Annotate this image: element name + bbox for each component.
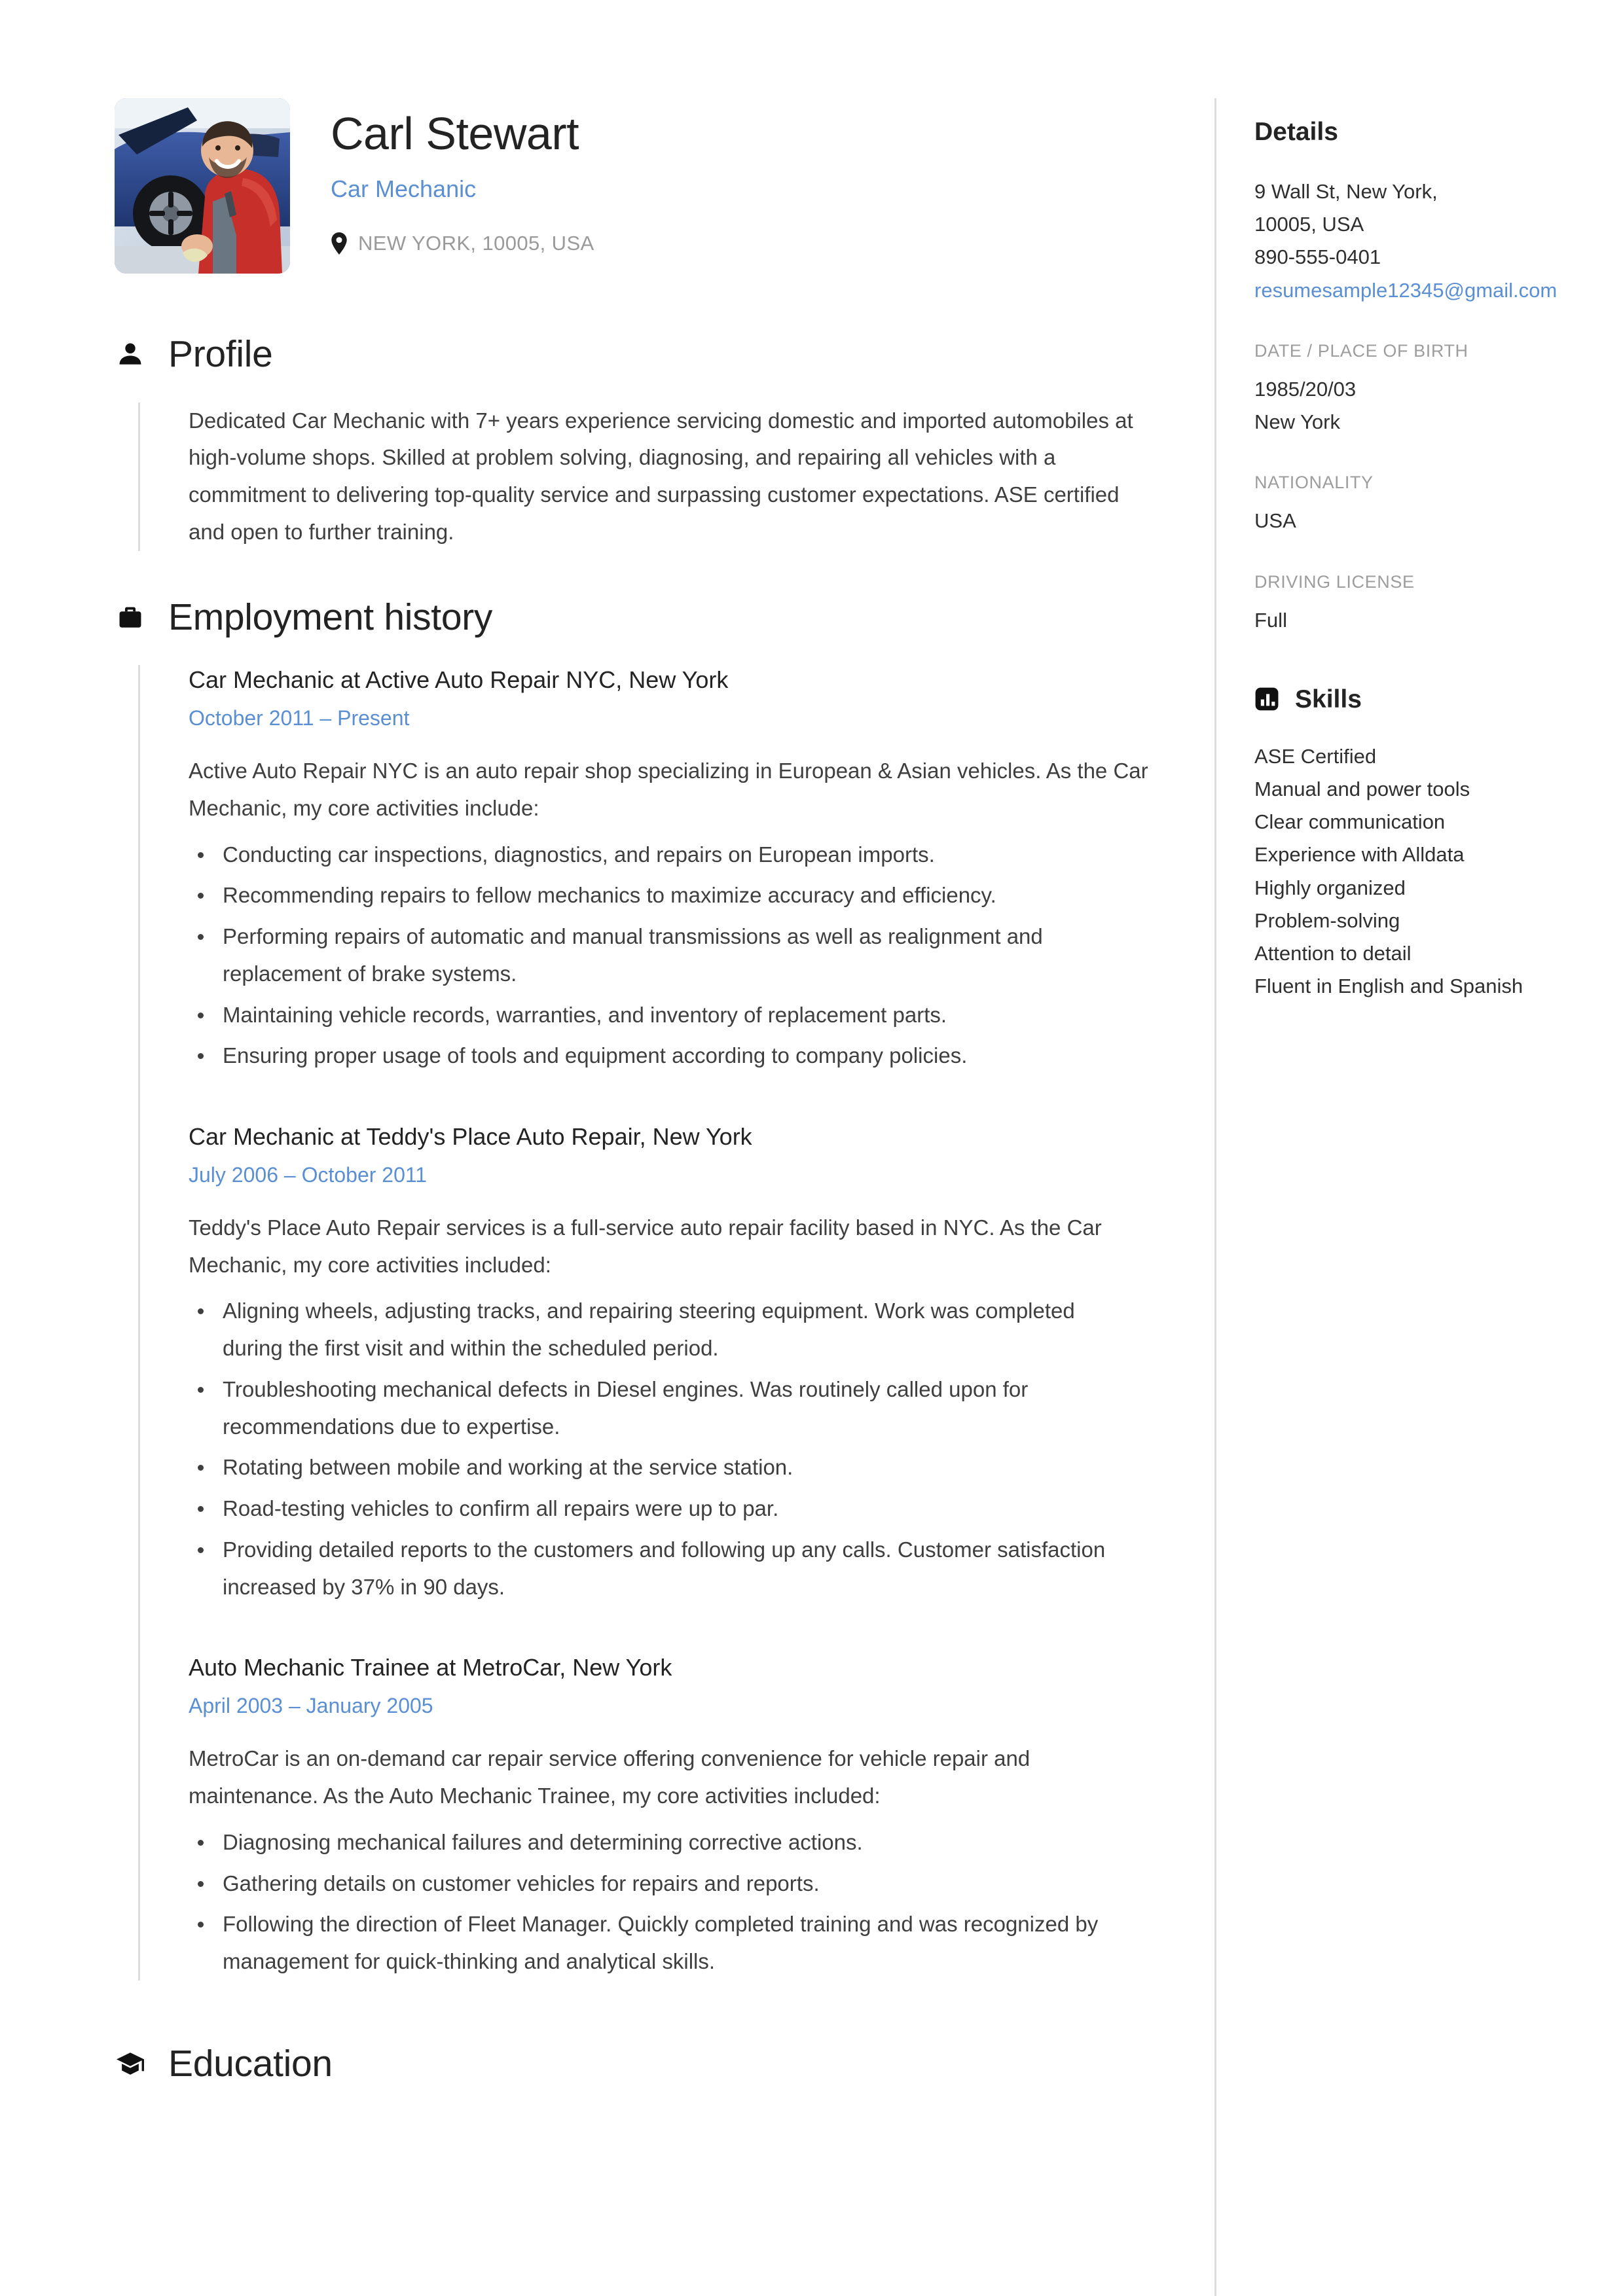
sidebar — [1214, 98, 1607, 2296]
job-heading: Auto Mechanic Trainee at MetroCar, New York — [189, 1654, 672, 1681]
address-line-2: 10005, USA — [1254, 213, 1364, 236]
job-dates: October 2011 – Present — [189, 706, 410, 730]
birth-place-value: New York — [1254, 410, 1340, 434]
address-line-1: 9 Wall St, New York, — [1254, 180, 1438, 203]
job-heading: Car Mechanic at Active Auto Repair NYC, New York — [189, 666, 729, 694]
identity-block — [331, 98, 594, 255]
page-title: Carl Stewart — [331, 108, 579, 159]
job-bullet: Conducting car inspections, diagnostics, and repairs on European imports. — [189, 836, 1125, 874]
job-description: MetroCar is an on-demand car repair service offering convenience for vehicle repair and maintenance. As the Auto Mechanic Trainee, my core activities included: — [189, 1746, 1030, 1808]
job-bullet: Providing detailed reports to the customers and following up any calls. Customer satisfaction increased by 37% in 90 days. — [189, 1532, 1125, 1606]
education-heading — [115, 2043, 1169, 2085]
job-bullet-list — [189, 1293, 1169, 1605]
employment-section — [115, 597, 1169, 1981]
briefcase-icon — [115, 601, 146, 633]
job-dates: July 2006 – October 2011 — [189, 1162, 428, 1187]
nationality-label: NATIONALITY — [1254, 473, 1374, 493]
job-bullet: Maintaining vehicle records, warranties, and inventory of replacement parts. — [189, 997, 1125, 1034]
job-heading: Car Mechanic at Teddy's Place Auto Repair, New York — [189, 1123, 752, 1151]
job-entry — [189, 1653, 1169, 1980]
job-bullet: Gathering details on customer vehicles for repairs and reports. — [189, 1865, 1125, 1903]
skill-item: Experience with Alldata — [1254, 843, 1465, 867]
phone-number[interactable]: 890-555-0401 — [1254, 245, 1381, 269]
profile-title: Profile — [168, 333, 273, 375]
nationality-group — [1254, 473, 1607, 537]
job-bullet: Troubleshooting mechanical defects in Diesel engines. Was routinely called upon for recommendations due to expertise. — [189, 1371, 1125, 1446]
job-bullet-list — [189, 836, 1169, 1075]
profile-heading — [115, 334, 1169, 375]
job-title: Car Mechanic — [331, 175, 477, 202]
location-row — [331, 232, 594, 255]
avatar — [115, 98, 290, 274]
job-dates: April 2003 – January 2005 — [189, 1694, 433, 1718]
skills-title: Skills — [1295, 685, 1362, 713]
resume-header — [115, 98, 1169, 274]
job-description: Teddy's Place Auto Repair services is a full-service auto repair facility based in NYC. As the Car Mechanic, my core activities included: — [189, 1215, 1102, 1277]
profile-body — [138, 403, 1169, 551]
job-bullet: Ensuring proper usage of tools and equipment according to company policies. — [189, 1037, 1125, 1075]
location-pin-icon — [331, 232, 348, 255]
skill-item: Highly organized — [1254, 876, 1406, 899]
main-column — [115, 98, 1214, 2296]
location-text: NEW YORK, 10005, USA — [358, 231, 594, 255]
job-bullet: Rotating between mobile and working at the service station. — [189, 1449, 1125, 1486]
job-bullet: Diagnosing mechanical failures and determining corrective actions. — [189, 1824, 1125, 1861]
profile-text: Dedicated Car Mechanic with 7+ years experience servicing domestic and imported automobiles at high-volume shops. Skilled at problem solving, diagnosing, and repairing all vehicles with a commitment to delivering top-quality service and surpassing customer expectations. ASE certified and open to further training. — [189, 408, 1133, 544]
employment-title: Employment history — [168, 596, 493, 638]
details-title: Details — [1254, 118, 1338, 146]
profile-section — [115, 334, 1169, 551]
job-bullet: Road-testing vehicles to confirm all repairs were up to par. — [189, 1490, 1125, 1528]
skills-list — [1254, 740, 1607, 1003]
skill-item: Problem-solving — [1254, 908, 1400, 932]
driving-license-label: DRIVING LICENSE — [1254, 571, 1415, 592]
skill-item: Clear communication — [1254, 810, 1446, 834]
job-bullet-list — [189, 1824, 1169, 1981]
education-title: Education — [168, 2042, 333, 2085]
nationality-value: USA — [1254, 509, 1296, 533]
employment-heading — [115, 597, 1169, 638]
skill-item: Attention to detail — [1254, 942, 1412, 965]
job-bullet: Following the direction of Fleet Manager. Quickly completed training and was recognized by management for quick-thinking and analytical skills. — [189, 1906, 1125, 1981]
dob-group — [1254, 341, 1607, 439]
skill-item: ASE Certified — [1254, 744, 1377, 768]
bar-chart-icon — [1254, 687, 1281, 713]
person-icon — [115, 338, 146, 370]
skills-heading — [1254, 685, 1607, 714]
job-bullet: Performing repairs of automatic and manual transmissions as well as realignment and replacement of brake systems. — [189, 918, 1125, 993]
job-bullet: Recommending repairs to fellow mechanics to maximize accuracy and efficiency. — [189, 877, 1125, 914]
email-link[interactable]: resumesample12345@gmail.com — [1254, 278, 1558, 302]
skill-item: Fluent in English and Spanish — [1254, 975, 1523, 998]
employment-body — [138, 665, 1169, 1980]
dob-value: 1985/20/03 — [1254, 377, 1357, 401]
driving-license-group — [1254, 572, 1607, 637]
job-description: Active Auto Repair NYC is an auto repair shop specializing in European & Asian vehicles. As the Car Mechanic, my core activities include: — [189, 759, 1148, 820]
job-bullet: Aligning wheels, adjusting tracks, and repairing steering equipment. Work was completed during the first visit and within the scheduled period. — [189, 1293, 1125, 1367]
dob-label: DATE / PLACE OF BIRTH — [1254, 340, 1468, 361]
graduation-cap-icon — [115, 2048, 146, 2079]
skill-item: Manual and power tools — [1254, 777, 1470, 800]
driving-license-value: Full — [1254, 608, 1287, 632]
job-entry — [189, 665, 1169, 1075]
job-entry — [189, 1122, 1169, 1605]
